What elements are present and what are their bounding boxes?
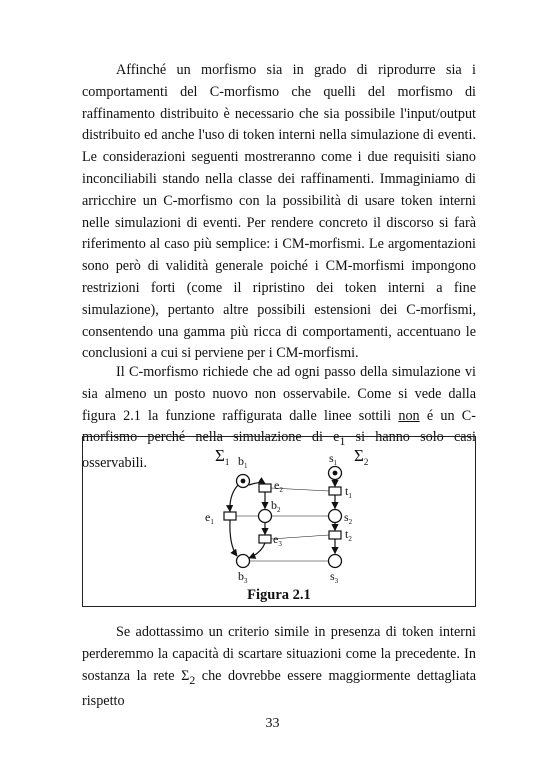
- sigma2-label: $\Sigma_2$: [354, 446, 369, 467]
- label-s3: $s_3$: [330, 569, 339, 585]
- label-e1: $e_1$: [205, 510, 214, 526]
- token-b1: [241, 479, 246, 484]
- arc-e3-b3: [249, 543, 265, 558]
- place-s2: [329, 510, 342, 523]
- label-t2: $t_2$: [345, 527, 352, 543]
- transition-t2: [329, 531, 341, 539]
- label-s2: $s_2$: [344, 510, 353, 526]
- transition-e1: [224, 512, 236, 520]
- place-s3: [329, 555, 342, 568]
- label-t1: $t_1$: [345, 484, 352, 500]
- label-e3: $e_3$: [273, 532, 282, 548]
- token-s1: [333, 471, 338, 476]
- petri-net-diagram: [83, 437, 477, 608]
- arc-b1-e1: [230, 485, 238, 512]
- paragraph-2-subscript: 1: [339, 434, 346, 449]
- sigma1-label: $\Sigma_1$: [215, 446, 230, 467]
- paragraph-2-text-b: é un C-morfismo perché nella simulazione di e: [82, 407, 476, 446]
- transition-e3: [259, 535, 271, 543]
- label-s1: $s_1$: [329, 451, 338, 467]
- underlined-word: non: [398, 407, 420, 424]
- transition-t1: [329, 487, 341, 495]
- paragraph-3-text-b: che dovrebbe essere maggiormente dettagliata rispetto: [82, 667, 476, 710]
- label-b1: $b_1$: [238, 454, 248, 470]
- transition-e2: [259, 484, 271, 492]
- paragraph-2-text-a: Il C-morfismo richiede che ad ogni passo della simulazione vi sia almeno un posto nuovo non osservabile. Come si vede dalla figura 2.1 la funzione raffigurata dalle linee sottili: [82, 364, 476, 424]
- label-b2: $b_2$: [271, 498, 281, 514]
- paragraph-1: Affinché un morfismo sia in grado di riprodurre sia i comportamenti del C-morfismo che quelli del morfismo di raffinamento distribuito è necessario che sia possibile l'input/output distribuito ed anche l'uso di token interni nella simulazione di eventi. Le considerazioni seguenti mostreranno come i due requisiti siano inconciliabili stando nella classe dei raffinamenti. Immaginiamo di arricchire un C-morfismo con la possibilità di usare token interni nelle simulazioni di eventi. Per rendere concreto il discorso si farà riferimento al caso più semplice: i CM-morfismi. Le argomentazioni sono però di validità generale poiché i CM-morfismi impongono restrizioni forti (come il ripristino dei token interni a fine simulazione), pertanto altre possibili estensioni dei C-morfismi, consentendo una gamma più ricca di comportamenti, accentuano le conclusioni a cui si perviene per i CM-morfismi.: [82, 62, 476, 362]
- page-number: 33: [265, 716, 280, 731]
- map-e3-t2: [271, 535, 329, 539]
- place-b3: [237, 555, 250, 568]
- paragraph-3-text-a: Se adottassimo un criterio simile in presenza di token interni perderemmo la capacità di scartare situazioni come la precedente. In sostanza la rete Σ: [82, 624, 476, 684]
- place-b2: [259, 510, 272, 523]
- paragraph-3-subscript: 2: [189, 672, 196, 687]
- figure-2-1: [82, 436, 476, 607]
- label-e2: $e_2$: [274, 478, 283, 494]
- figure-caption: Figura 2.1: [247, 587, 311, 603]
- paragraph-2-text-c: si hanno solo casi osservabili.: [82, 429, 477, 472]
- paragraph-3: [82, 622, 476, 713]
- arc-e1-b3: [230, 520, 237, 556]
- label-b3: $b_3$: [238, 569, 248, 585]
